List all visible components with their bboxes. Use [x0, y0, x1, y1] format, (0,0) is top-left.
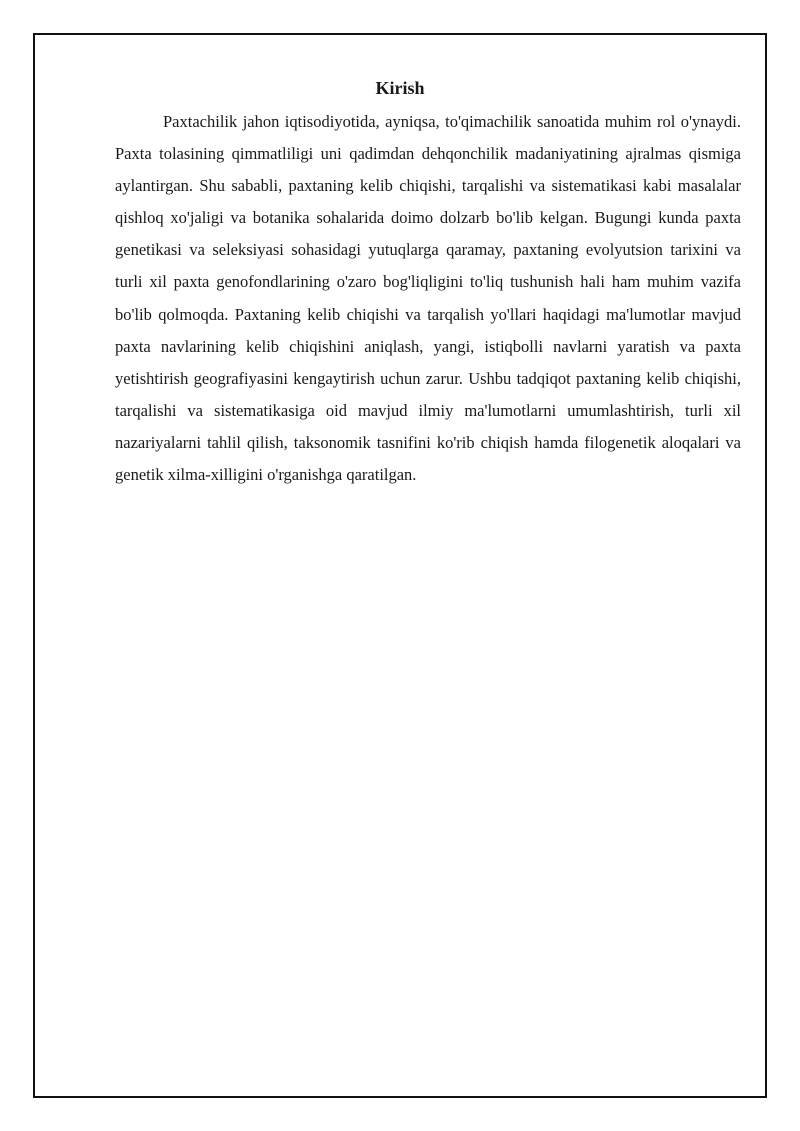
introduction-paragraph: Paxtachilik jahon iqtisodiyotida, ayniqsa, to'qimachilik sanoatida muhim rol o'ynaydi. Paxta tolasining qimmatliligi uni qadimdan dehqonchilik madaniyatining ajralmas qismiga aylantirgan. Shu sababli, paxtaning kelib chiqishi, tarqalishi va sistematikasi kabi masalalar qishloq xo'jaligi va botanika sohalarida doimo dolzarb bo'lib kelgan. Bugungi kunda paxta genetikasi va seleksiyasi sohasidagi yutuqlarga qaramay, paxtaning evolyutsion tarixini va turli xil paxta genofondlarining o'zaro bog'liqligini to'liq tushunish hali ham muhim vazifa bo'lib qolmoqda. Paxtaning kelib chiqishi va tarqalish yo'llari haqidagi ma'lumotlar mavjud paxta navlarining kelib chiqishini aniqlash, yangi, istiqbolli navlarni yaratish va paxta yetishtirish geografiyasini kengaytirish uchun zarur. Ushbu tadqiqot paxtaning kelib chiqishi, tarqalishi va sistematikasiga oid mavjud ilmiy ma'lumotlarni umumlashtirish, turli xil nazariyalarni tahlil qilish, taksonomik tasnifini ko'rib chiqish hamda filogenetik aloqalari va genetik xilma-xilligini o'rganishga qaratilgan. — [115, 112, 741, 485]
page-title: Kirish — [375, 78, 425, 98]
